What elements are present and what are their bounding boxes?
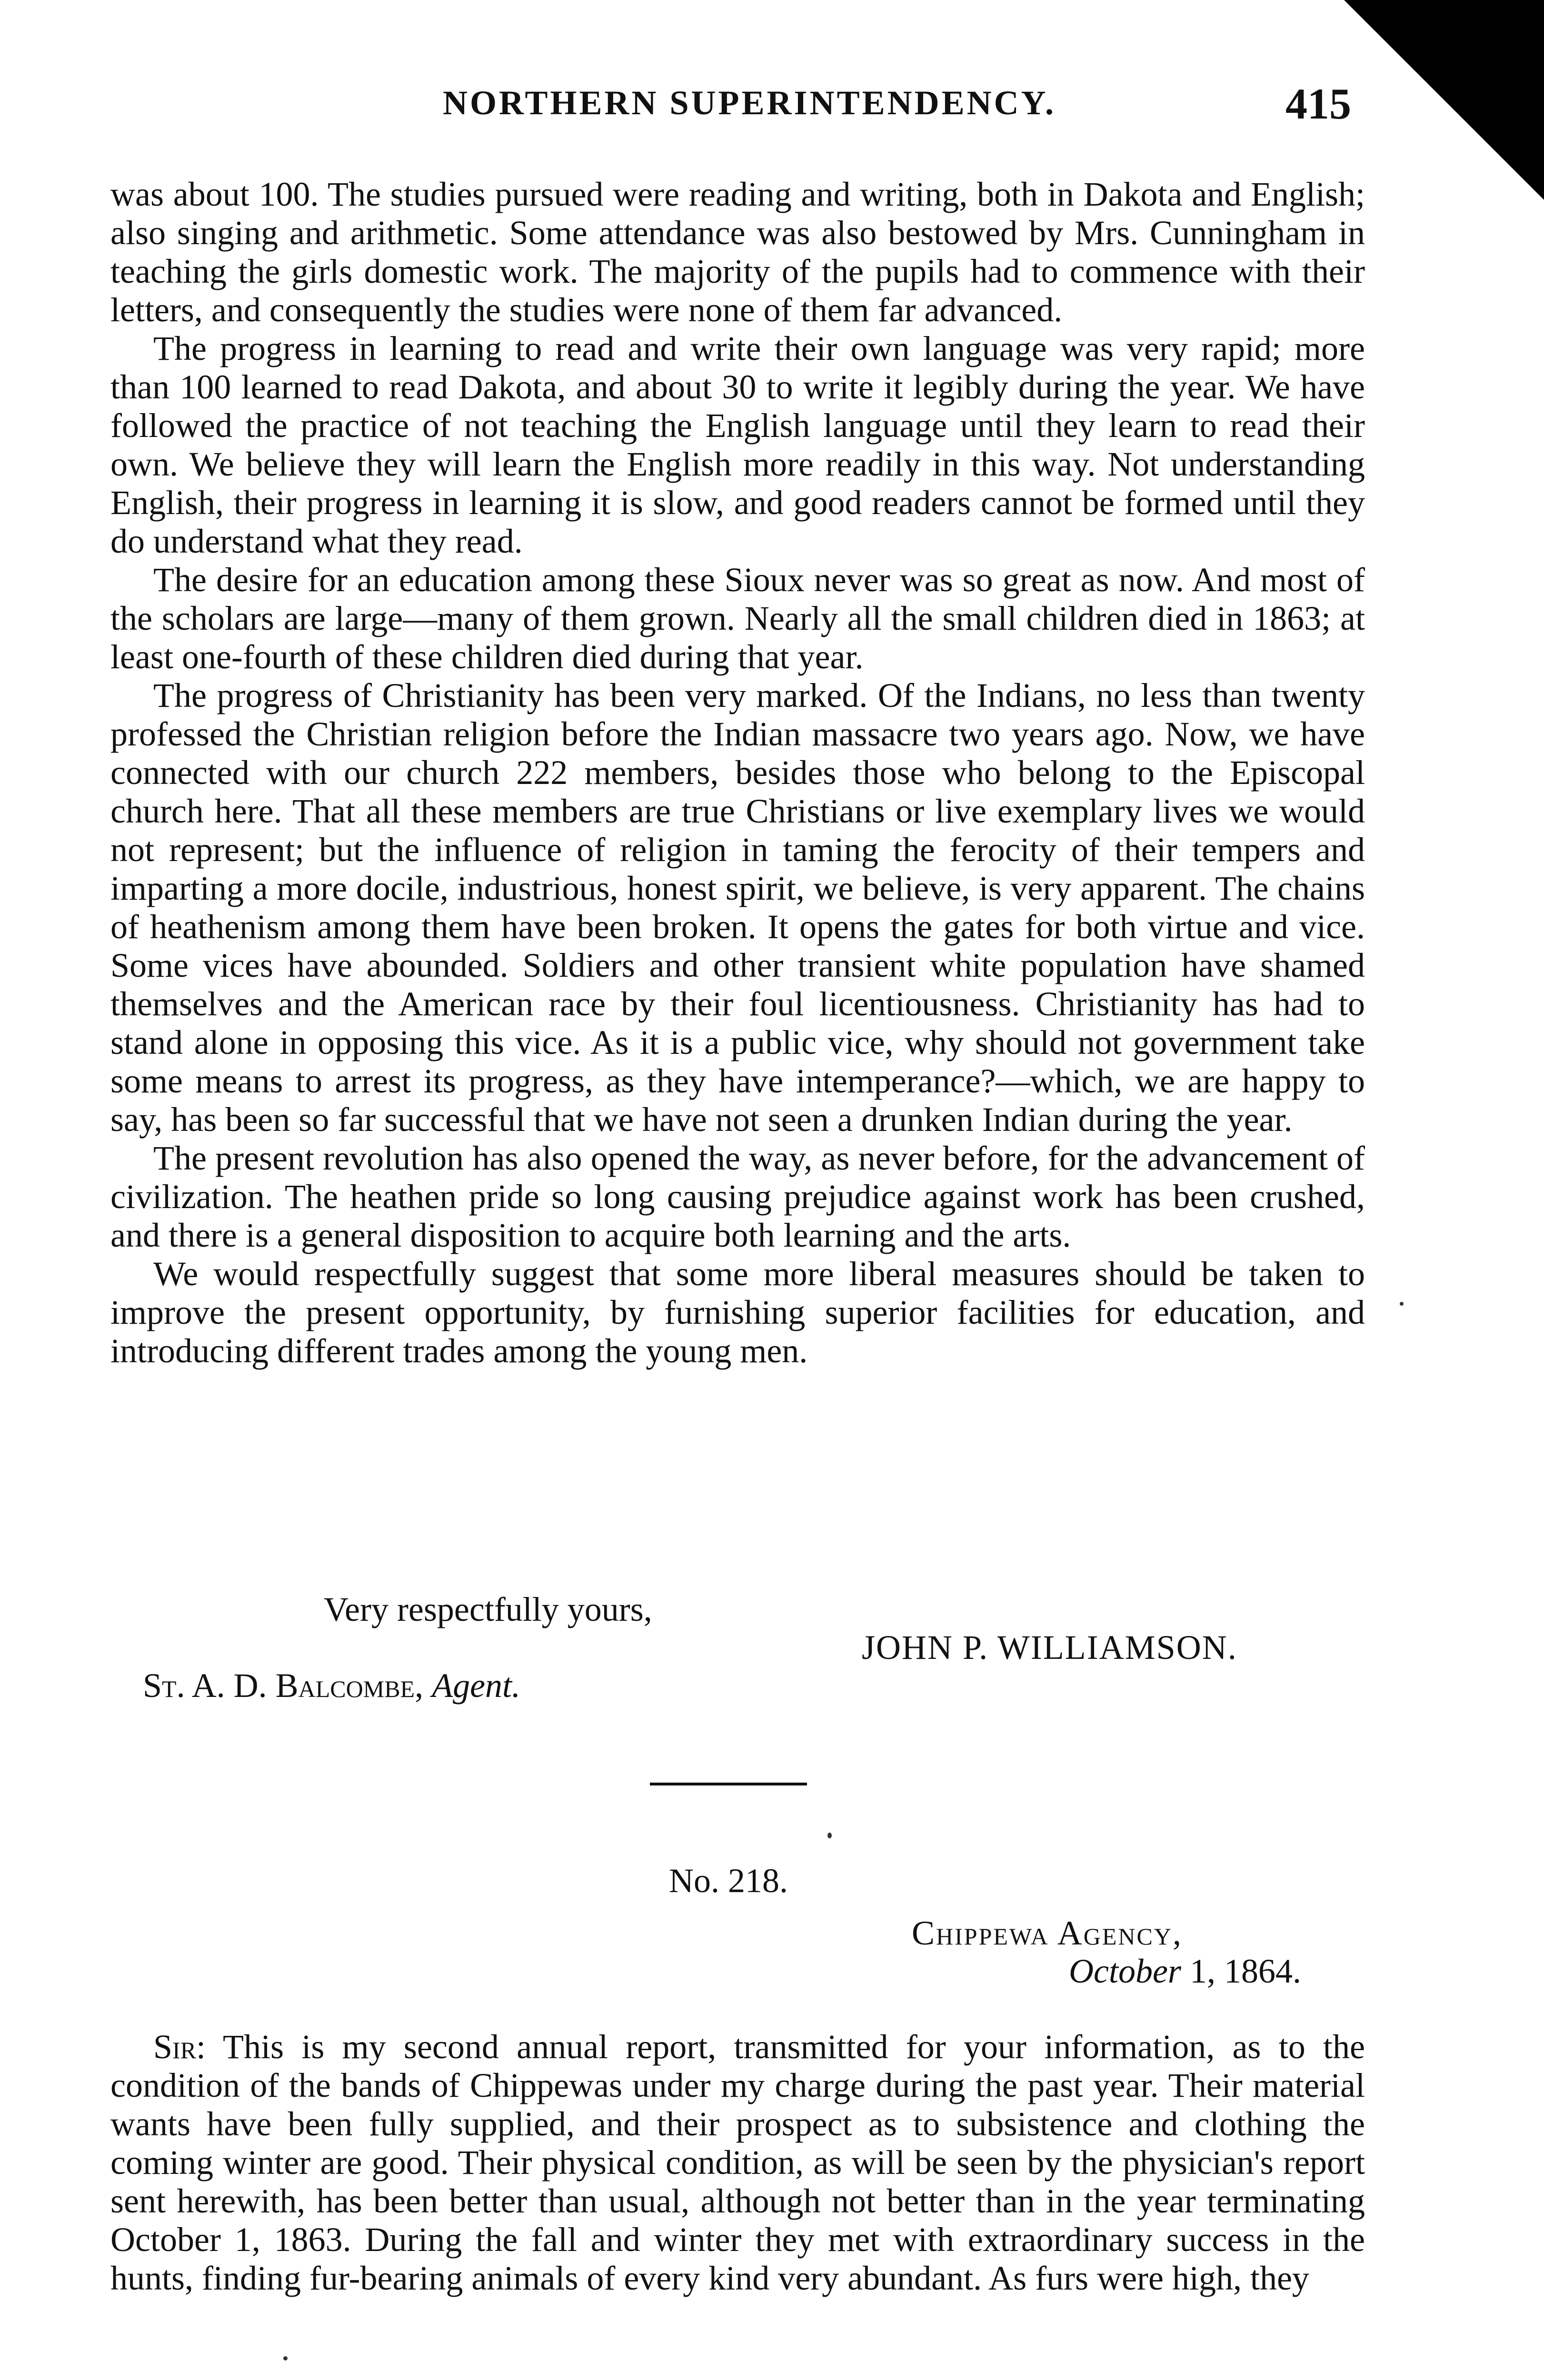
print-speck: [827, 1833, 832, 1838]
addressee-name: St. A. D. Balcombe,: [143, 1666, 424, 1705]
salutation: Sir:: [153, 2028, 206, 2066]
section-divider: [650, 1783, 807, 1785]
dateline-day-year: 1, 1864.: [1181, 1952, 1301, 1990]
dateline-date: [1069, 1952, 1301, 1991]
addressee: [143, 1666, 520, 1706]
addressee-title: Agent.: [432, 1666, 521, 1705]
report-body: [110, 2028, 1365, 2298]
page-number: 415: [1285, 79, 1351, 128]
print-speck: [1400, 1302, 1404, 1306]
letter-body: [110, 175, 1365, 1370]
report-paragraph-text: This is my second annual report, transmitted for your information, as to the condition of the bands of Chippewas under my charge during the past year. Their material wants have been fully supplied, and their prospect as to subsistence and clothing the coming winter are good. Their physical condition, as will be seen by the physician's report sent herewith, has been better than usual, although not better than in the year terminating October 1, 1863. During the fall and winter they met with extraordinary success in the hunts, finding fur-bearing animals of every kind very abundant. As furs were high, they: [110, 2028, 1365, 2297]
paragraph-1: was about 100. The studies pursued were reading and writing, both in Dakota and English; also singing and arithmetic. Some attendance was also bestowed by Mrs. Cunningham in teaching the girls domestic work. The majority of the pupils had to commence with their letters, and consequently the studies were none of them far advanced.: [110, 175, 1365, 329]
dateline-month: October: [1069, 1952, 1181, 1990]
print-speck: [283, 2356, 288, 2360]
running-head: NORTHERN SUPERINTENDENCY.: [443, 84, 1056, 122]
paragraph-4: The progress of Christianity has been very marked. Of the Indians, no less than twenty professed the Christian religion before the Indian massacre two years ago. Now, we have connected with our church 222 members, besides those who belong to the Episcopal church here. That all these members are true Christians or live exemplary lives we would not represent; but the influence of religion in taming the ferocity of their tempers and imparting a more docile, industrious, honest spirit, we believe, is very apparent. The chains of heathenism among them have been broken. It opens the gates for both virtue and vice. Some vices have abounded. Soldiers and other transient white population have shamed themselves and the American race by their foul licentiousness. Christianity has had to stand alone in opposing this vice. As it is a public vice, why should not government take some means to arrest its progress, as they have intemperance?—which, we are happy to say, has been so far successful that we have not seen a drunken Indian during the year.: [110, 676, 1365, 1139]
dateline-place-text: Chippewa Agency,: [912, 1914, 1183, 1952]
closing-line: Very respectfully yours,: [324, 1590, 652, 1628]
document-number: No. 218.: [669, 1862, 788, 1900]
paragraph-2: The progress in learning to read and write their own language was very rapid; more than 100 learned to read Dakota, and about 30 to write it legibly during the year. We have followed the practice of not teaching the English language until they learn to read their own. We believe they will learn the English more readily in this way. Not understanding English, their progress in learning it is slow, and good readers cannot be formed until they do understand what they read.: [110, 329, 1365, 560]
paragraph-5: The present revolution has also opened the way, as never before, for the advancement of civilization. The heathen pride so long causing prejudice against work has been crushed, and there is a general disposition to acquire both learning and the arts.: [110, 1139, 1365, 1254]
paragraph-3: The desire for an education among these Sioux never was so great as now. And most of the scholars are large—many of them grown. Nearly all the small children died in 1863; at least one-fourth of these children died during that year.: [110, 561, 1365, 676]
folded-corner-shadow: [1344, 0, 1544, 200]
dateline-place: [912, 1914, 1183, 1953]
signature: JOHN P. WILLIAMSON.: [862, 1628, 1237, 1666]
report-paragraph-1: [110, 2028, 1365, 2298]
paragraph-6: We would respectfully suggest that some more liberal measures should be taken to improve the present opportunity, by furnishing superior facilities for education, and introducing different trades among the young men.: [110, 1255, 1365, 1370]
